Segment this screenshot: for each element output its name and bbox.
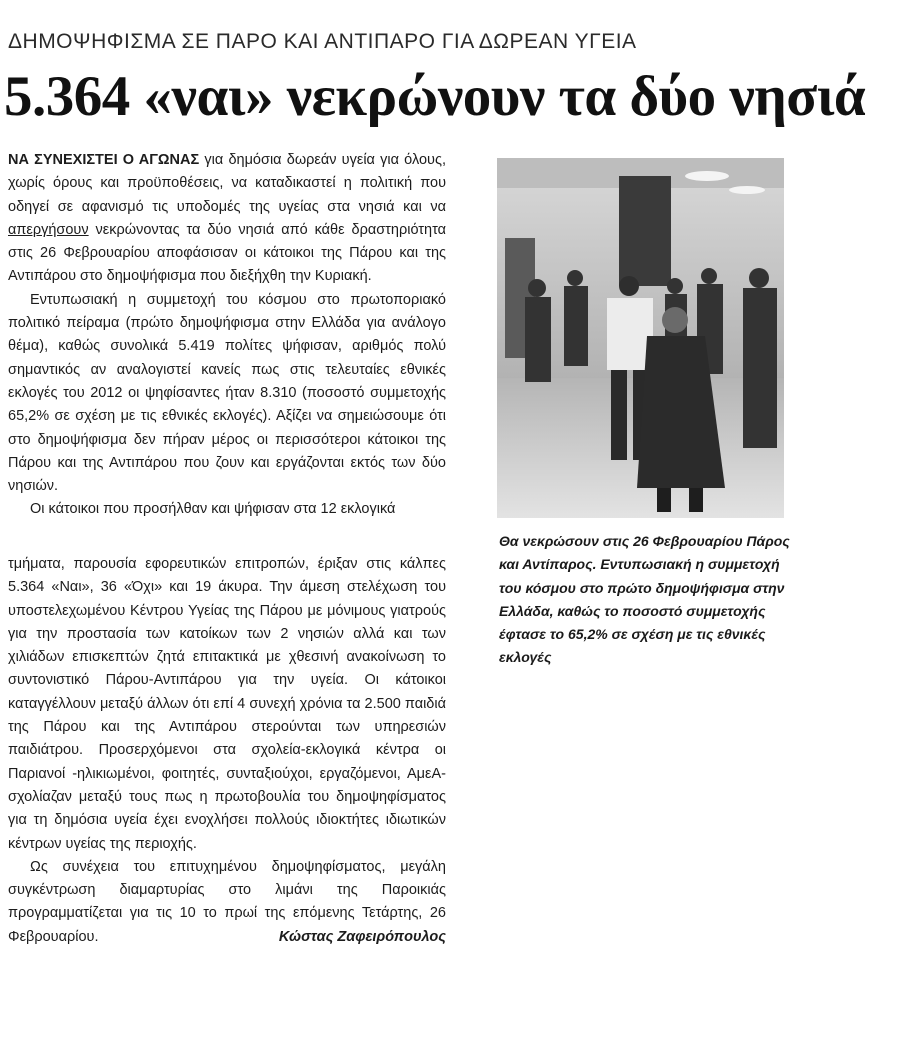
article-column-1 xyxy=(8,149,446,522)
photo-doorway xyxy=(619,176,671,286)
ceiling-light xyxy=(729,186,765,194)
author-byline: Κώστας Ζαφειρόπουλος xyxy=(278,928,446,945)
paragraph-1-part-b: νεκρώνοντας τα δύο νησιά από κάθε δραστηριότητα στις 26 Φεβρουαρίου αποφάσισαν οι κάτοικοι της Πάρου και της Αντιπάρου στο δημοψήφισμα που διεξήχθη την Κυριακή. xyxy=(8,221,446,285)
article-photo xyxy=(497,158,784,518)
article-headline: 5.364 «ναι» νεκρώνουν τα δύο νησιά xyxy=(4,65,866,128)
photo-caption: Θα νεκρώσουν στις 26 Φεβρουαρίου Πάρος και Αντίπαρος. Εντυπωσιακή η συμμετοχή του κόσμου στο πρώτο δημοψήφισμα στην Ελλάδα, καθώς το ποσοστό συμμετοχής έφτασε το 65,2% σε σχέση με τις εθνικές εκλογές xyxy=(499,533,790,666)
paragraph-4-text: Ως συνέχεια του επιτυχημένου δημοψηφίσματος, μεγάλη συγκέντρωση διαμαρτυρίας στο λιμάνι της Παροικιάς προγραμματίζεται για τις 10 το πρωί της επόμενης Τετάρτης, 26 Φεβρουαρίου. xyxy=(8,858,446,945)
paragraph-2: Εντυπωσιακή η συμμετοχή του κόσμου στο πρωτοποριακό πολιτικό πείραμα (πρώτο δημοψήφισμα στην Ελλάδα για ανάλογο θέμα), καθώς συνολικά 5.419 πολίτες ψήφισαν, αριθμός πολύ σημαντικός αν αναλογιστεί κανείς πως στις τελευταίες εθνικές εκλογές του 2012 οι ψηφίσαντες ήταν 8.310 (ποσοστό συμμετοχής 65,2% σε σχέση με τις εθνικές εκλογές). Αξίζει να σημειώσουμε ότι στο δημοψήφισμα δεν πήραν μέρος οι περισσότεροι κάτοικοι της Πάρου και της Αντιπάρου που ζουν και εργάζονται εκτός των δύο νησιών. xyxy=(8,291,446,495)
ceiling-light xyxy=(685,171,729,181)
article-kicker: ΔΗΜΟΨΗΦΙΣΜΑ ΣΕ ΠΑΡΟ ΚΑΙ ΑΝΤΙΠΑΡΟ ΓΙΑ ΔΩΡΕΑΝ ΥΓΕΙΑ xyxy=(8,30,637,53)
underlined-word: απεργήσουν xyxy=(8,221,89,238)
photo-illustration xyxy=(497,158,784,518)
paragraph-3-rest: τμήματα, παρουσία εφορευτικών επιτροπών, έριξαν στις κάλπες 5.364 «Ναι», 36 «Όχι» και 19 άκυρα. Την άμεση στελέχωση του υποστελεχωμένου Κέντρου Υγείας της Πάρου με μόνιμους γιατρούς για την προστασία των κατοίκων των 2 νησιών αλλά και των χιλιάδων επισκεπτών ζητά επιτακτικά με χθεσινή ανακοίνωση το συντονιστικό Πάρου-Αντιπάρου για την υγεία. Οι κάτοικοι καταγγέλλουν μεταξύ άλλων ότι επί 4 συνεχή χρόνια τα 2.500 παιδιά της Πάρου και της Αντιπάρου στερούνται των υπηρεσιών παιδιάτρου. Προσερχόμενοι στα σχολεία-εκλογικά κέντρα οι Παριανοί -ηλικιωμένοι, φοιτητές, συνταξιούχοι, εργαζόμενοι, ΑμεΑ- σχολίαζαν μεταξύ τους πως η πρωτοβουλία του δημοψηφίσματος για τη δημόσια υγεία έχει ενοχλήσει πολλούς ιδιοκτήτες ιδιωτικών κέντρων υγείας της περιοχής. xyxy=(8,556,446,852)
paragraph-1-part-a: για δημόσια δωρεάν υγεία για όλους, χωρίς όρους και προϋποθέσεις, να καταδικαστεί η πολιτική που οδηγεί σε αφανισμό τις υποδομές της υγείας στα νησιά και να xyxy=(8,152,446,215)
lead-phrase: ΝΑ ΣΥΝΕΧΙΣΤΕΙ Ο ΑΓΩΝΑΣ xyxy=(8,152,200,168)
paragraph-4 xyxy=(8,856,446,949)
paragraph-3-start: Οι κάτοικοι που προσήλθαν και ψήφισαν στα 12 εκλογικά xyxy=(30,501,396,518)
paragraph-1 xyxy=(8,149,446,289)
article-column-2 xyxy=(8,553,446,949)
